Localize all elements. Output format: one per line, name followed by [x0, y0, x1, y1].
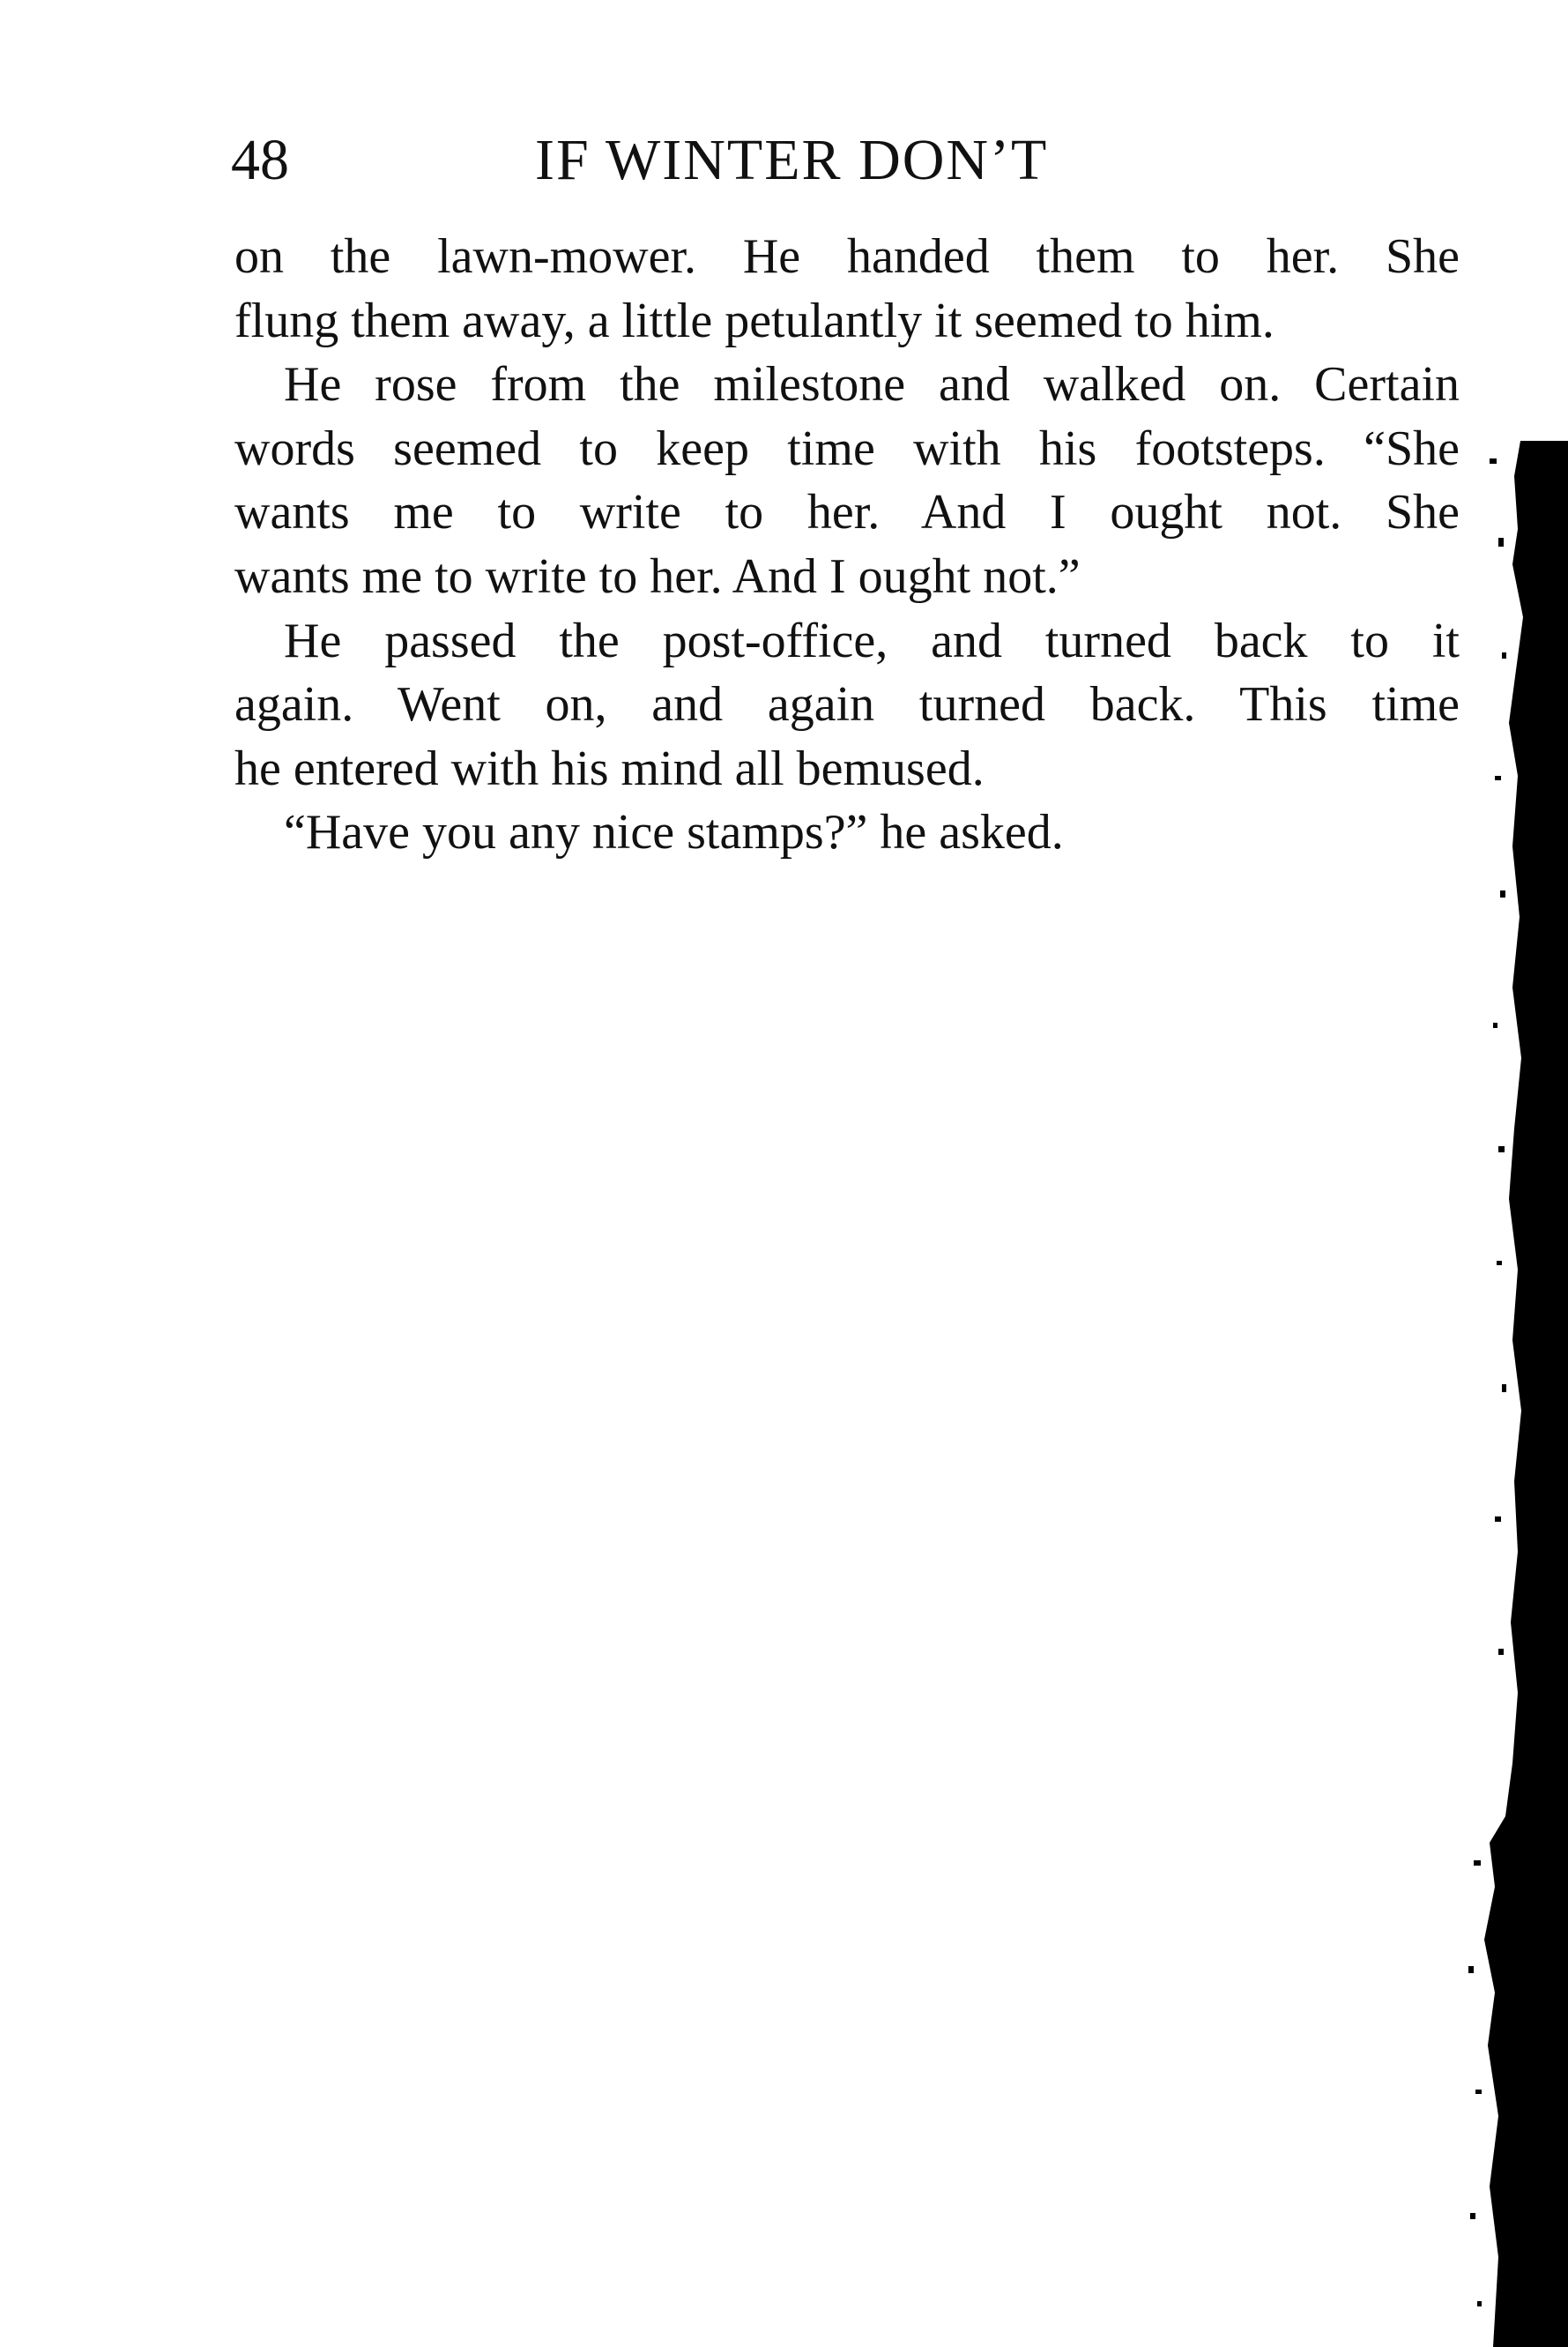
running-head: [231, 125, 1156, 196]
body-text: [234, 225, 1460, 865]
text-line: wants me to write to her. And I ought not. She: [234, 485, 1460, 540]
text-line: again. Went on, and again turned back. This time: [234, 677, 1460, 733]
text-line: wants me to write to her. And I ought not.”: [234, 548, 1081, 604]
edge-speckles: [1468, 458, 1506, 2306]
text-line: he entered with his mind all bemused.: [234, 741, 985, 796]
page-number: 48: [231, 128, 289, 192]
text-line: words seemed to keep time with his footsteps. “She: [234, 421, 1460, 476]
text-line: flung them away, a little petulantly it seemed to him.: [234, 293, 1274, 348]
paragraph-start-line: He passed the post-office, and turned back to it: [284, 613, 1460, 668]
edge-shadow-shape: [1484, 441, 1568, 2347]
running-title: IF WINTER DON’T: [535, 128, 1049, 192]
paragraph-start-line: “Have you any nice stamps?” he asked.: [284, 805, 1064, 861]
paragraph-start-line: He rose from the milestone and walked on. Certain: [284, 357, 1460, 413]
text-line: on the lawn-mower. He handed them to her. She: [234, 229, 1460, 284]
